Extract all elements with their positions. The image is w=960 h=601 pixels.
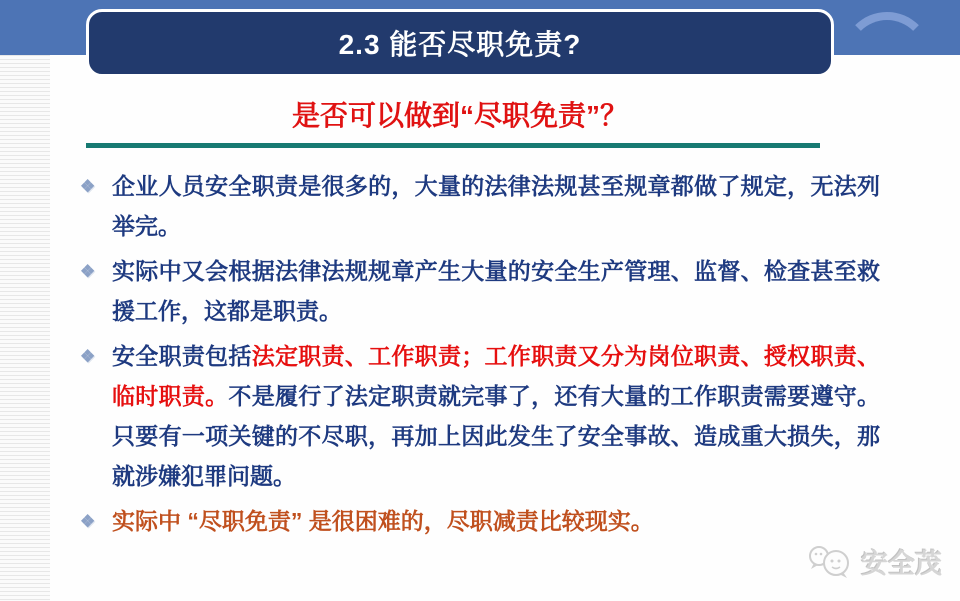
title-box	[86, 9, 834, 77]
bullet-text-segment: 实际中又会根据法律法规规章产生大量的安全生产管理、监督、检查甚至救援工作，这都是职责。	[112, 258, 880, 324]
bullet-text-segment: 实际中 “尽职免责” 是很困难的，尽职减责比较现实。	[112, 508, 654, 534]
watermark-text: 安全茂	[861, 548, 942, 579]
bullet-diamond-icon: ❖	[80, 512, 96, 531]
list-item	[80, 166, 880, 246]
list-item	[80, 251, 880, 331]
bullet-diamond-icon: ❖	[80, 347, 96, 366]
content-area	[80, 166, 880, 546]
subtitle: 是否可以做到“尽职免责”？	[291, 100, 628, 131]
watermark	[807, 541, 942, 581]
bullet-text-segment: 不是履行了法定职责就完事了，还有大量的工作职责需要遵守。只要有一项关键的不尽职，再加上因此发生了安全事故、造成重大损失，那就涉嫌犯罪问题。	[112, 383, 880, 489]
divider-line	[86, 143, 820, 148]
left-stripe-decoration	[0, 55, 50, 601]
list-item	[80, 501, 880, 541]
wechat-icon	[807, 541, 855, 581]
bullet-diamond-icon: ❖	[80, 262, 96, 281]
bullet-list	[80, 166, 880, 541]
page-title: 2.3 能否尽职免责?	[338, 29, 582, 60]
bullet-text-segment: 安全职责包括	[112, 343, 252, 369]
crescent-arc-icon	[842, 12, 932, 55]
bullet-text-segment: 法定职责、工作职责；工作职责又分为岗位职责、授权职责、临时职责。	[112, 343, 880, 409]
bullet-diamond-icon: ❖	[80, 177, 96, 196]
bullet-text-segment: 企业人员安全职责是很多的，大量的法律法规甚至规章都做了规定，无法列举完。	[112, 173, 880, 239]
list-item	[80, 336, 880, 496]
